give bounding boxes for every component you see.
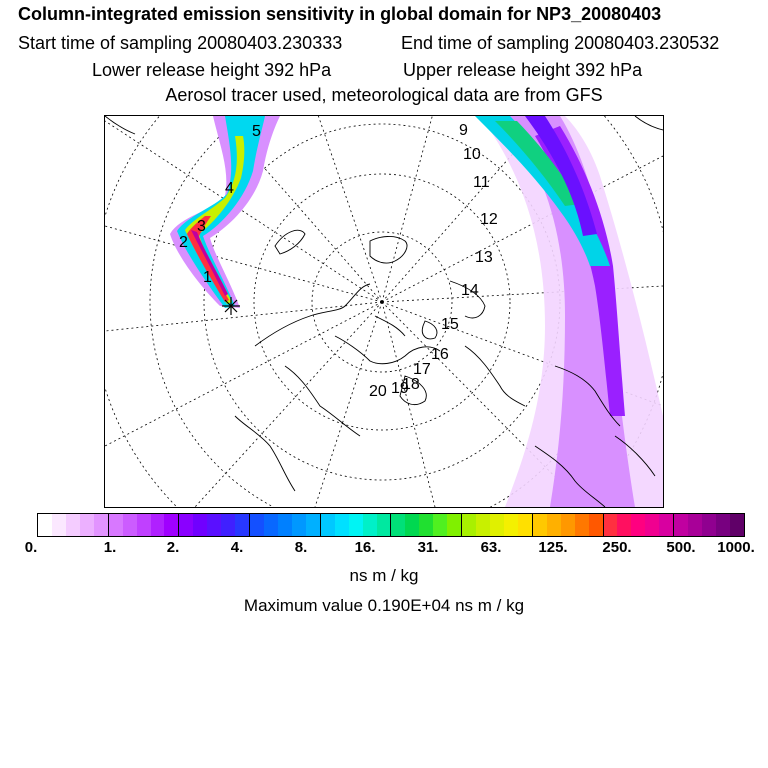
colorbar-tick-label: 4. (230, 539, 244, 556)
colorbar-swatch (561, 514, 575, 536)
colorbar-swatch (702, 514, 716, 536)
colorbar-swatch (123, 514, 137, 536)
trajectory-label-13: 13 (475, 249, 493, 266)
colorbar-swatch (730, 514, 744, 536)
colorbar-swatch (278, 514, 292, 536)
colorbar-swatch (631, 514, 645, 536)
colorbar-tick-label: 1. (103, 539, 117, 556)
colorbar-swatch (377, 514, 392, 536)
colorbar-swatch (688, 514, 702, 536)
colorbar-swatch (433, 514, 447, 536)
colorbar-swatch (151, 514, 165, 536)
colorbar-tick-label: 125. (538, 539, 568, 556)
map-canvas (105, 116, 663, 507)
colorbar-swatch (38, 514, 52, 536)
trajectory-label-19: 19 (391, 380, 409, 397)
end-time-text: End time of sampling 20080403.230532 (401, 33, 720, 53)
trajectory-label-14: 14 (461, 282, 479, 299)
maximum-value-text: Maximum value 0.190E+04 ns m / kg (243, 596, 525, 615)
colorbar-swatch (349, 514, 363, 536)
trajectory-label-15: 15 (441, 316, 459, 333)
colorbar-swatch (674, 514, 688, 536)
colorbar-swatch (52, 514, 66, 536)
colorbar-swatch (335, 514, 349, 536)
colorbar-swatch (659, 514, 674, 536)
colorbar-swatch (476, 514, 490, 536)
plume-east (475, 116, 663, 507)
colorbar-swatch (547, 514, 561, 536)
trajectory-label-18: 18 (402, 376, 420, 393)
colorbar-swatch (306, 514, 321, 536)
colorbar-swatch (462, 514, 476, 536)
upper-height-text: Upper release height 392 hPa (403, 60, 643, 80)
colorbar-swatch (533, 514, 547, 536)
colorbar-swatch (363, 514, 377, 536)
trajectory-label-2: 2 (179, 234, 188, 251)
colorbar-swatch (221, 514, 235, 536)
colorbar-tick-label: 16. (354, 539, 376, 556)
trajectory-label-11: 11 (473, 174, 490, 191)
colorbar-swatch (264, 514, 278, 536)
colorbar-swatch (66, 514, 80, 536)
colorbar-swatch (250, 514, 264, 536)
colorbar-swatch (80, 514, 94, 536)
colorbar-swatch (193, 514, 207, 536)
plot-title: Column-integrated emission sensitivity in global domain for NP3_20080403 (18, 4, 662, 24)
colorbar-tick-label: 500. (666, 539, 696, 556)
colorbar-tick-label: 31. (417, 539, 439, 556)
colorbar (37, 513, 745, 537)
trajectory-label-10: 10 (463, 146, 481, 163)
colorbar-swatch (405, 514, 419, 536)
start-time-text: Start time of sampling 20080403.230333 (18, 33, 343, 53)
colorbar-swatch (179, 514, 193, 536)
plume-west (170, 116, 280, 308)
colorbar-swatch (321, 514, 335, 536)
colorbar-swatch (419, 514, 433, 536)
colorbar-tick-label: 0. (24, 539, 38, 556)
trajectory-label-16: 16 (431, 346, 449, 363)
trajectory-label-20: 20 (369, 383, 387, 400)
colorbar-tick-label: 1000. (717, 539, 755, 556)
colorbar-swatch (235, 514, 250, 536)
colorbar-swatch (645, 514, 659, 536)
colorbar-tick-label: 250. (602, 539, 632, 556)
colorbar-swatch (207, 514, 221, 536)
colorbar-swatch (391, 514, 405, 536)
colorbar-swatch (617, 514, 631, 536)
tracer-note: Aerosol tracer used, meteorological data are from GFS (165, 85, 603, 105)
colorbar-swatch (504, 514, 518, 536)
trajectory-label-1: 1 (203, 269, 212, 286)
colorbar-tick-label: 8. (294, 539, 308, 556)
colorbar-swatch (518, 514, 533, 536)
lower-height-text: Lower release height 392 hPa (92, 60, 332, 80)
trajectory-label-9: 9 (459, 122, 468, 139)
colorbar-tick-label: 63. (480, 539, 502, 556)
map-panel (104, 115, 664, 508)
trajectory-label-3: 3 (197, 218, 206, 235)
colorbar-unit: ns m / kg (349, 566, 419, 585)
colorbar-swatch (109, 514, 123, 536)
trajectory-label-4: 4 (225, 180, 234, 197)
colorbar-swatch (604, 514, 618, 536)
colorbar-tick-label: 2. (166, 539, 180, 556)
colorbar-swatch (94, 514, 109, 536)
colorbar-swatch (164, 514, 179, 536)
trajectory-label-5: 5 (252, 123, 261, 140)
colorbar-swatch (589, 514, 604, 536)
colorbar-swatch (447, 514, 462, 536)
trajectory-label-17: 17 (413, 361, 431, 378)
colorbar-swatch (575, 514, 589, 536)
colorbar-swatch (292, 514, 306, 536)
colorbar-swatch (716, 514, 730, 536)
colorbar-swatch (490, 514, 504, 536)
trajectory-label-12: 12 (480, 211, 498, 228)
colorbar-swatch (137, 514, 151, 536)
